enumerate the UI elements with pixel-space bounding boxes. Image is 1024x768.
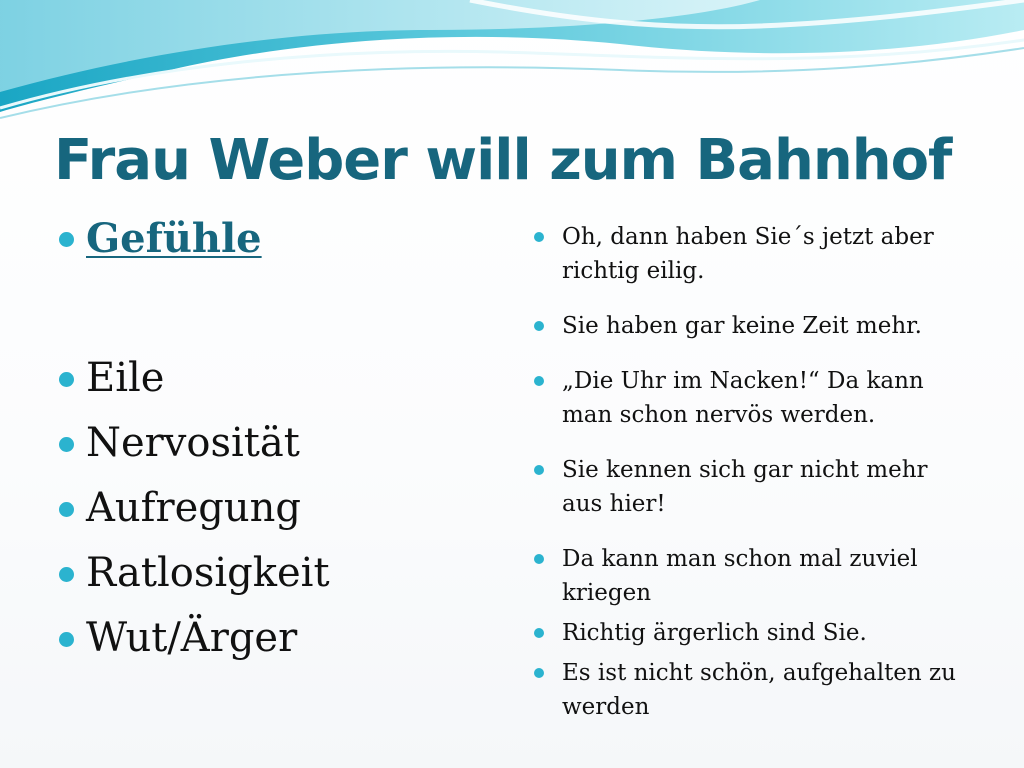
feeling-item: Wut/Ärger bbox=[56, 610, 476, 675]
response-item: Richtig ärgerlich sind Sie. bbox=[532, 616, 972, 650]
response-item: Da kann man schon mal zuviel kriegen bbox=[532, 542, 972, 610]
feeling-item: Eile bbox=[56, 350, 476, 415]
response-item: „Die Uhr im Nacken!“ Da kann man schon nervös werden. bbox=[532, 364, 972, 432]
responses-list bbox=[532, 220, 972, 730]
header-wave-decoration bbox=[0, 0, 1024, 130]
feelings-heading: Gefühle bbox=[86, 215, 262, 262]
feeling-item: Nervosität bbox=[56, 415, 476, 480]
response-item: Sie kennen sich gar nicht mehr aus hier! bbox=[532, 453, 972, 521]
feelings-heading-item bbox=[56, 210, 476, 350]
response-item: Oh, dann haben Sie´s jetzt aber richtig eilig. bbox=[532, 220, 972, 288]
feeling-item: Ratlosigkeit bbox=[56, 545, 476, 610]
feeling-item: Aufregung bbox=[56, 480, 476, 545]
response-item: Sie haben gar keine Zeit mehr. bbox=[532, 309, 972, 343]
slide-title: Frau Weber will zum Bahnhof bbox=[54, 128, 952, 193]
feelings-list bbox=[56, 210, 476, 675]
response-item: Es ist nicht schön, aufgehalten zu werden bbox=[532, 656, 972, 724]
